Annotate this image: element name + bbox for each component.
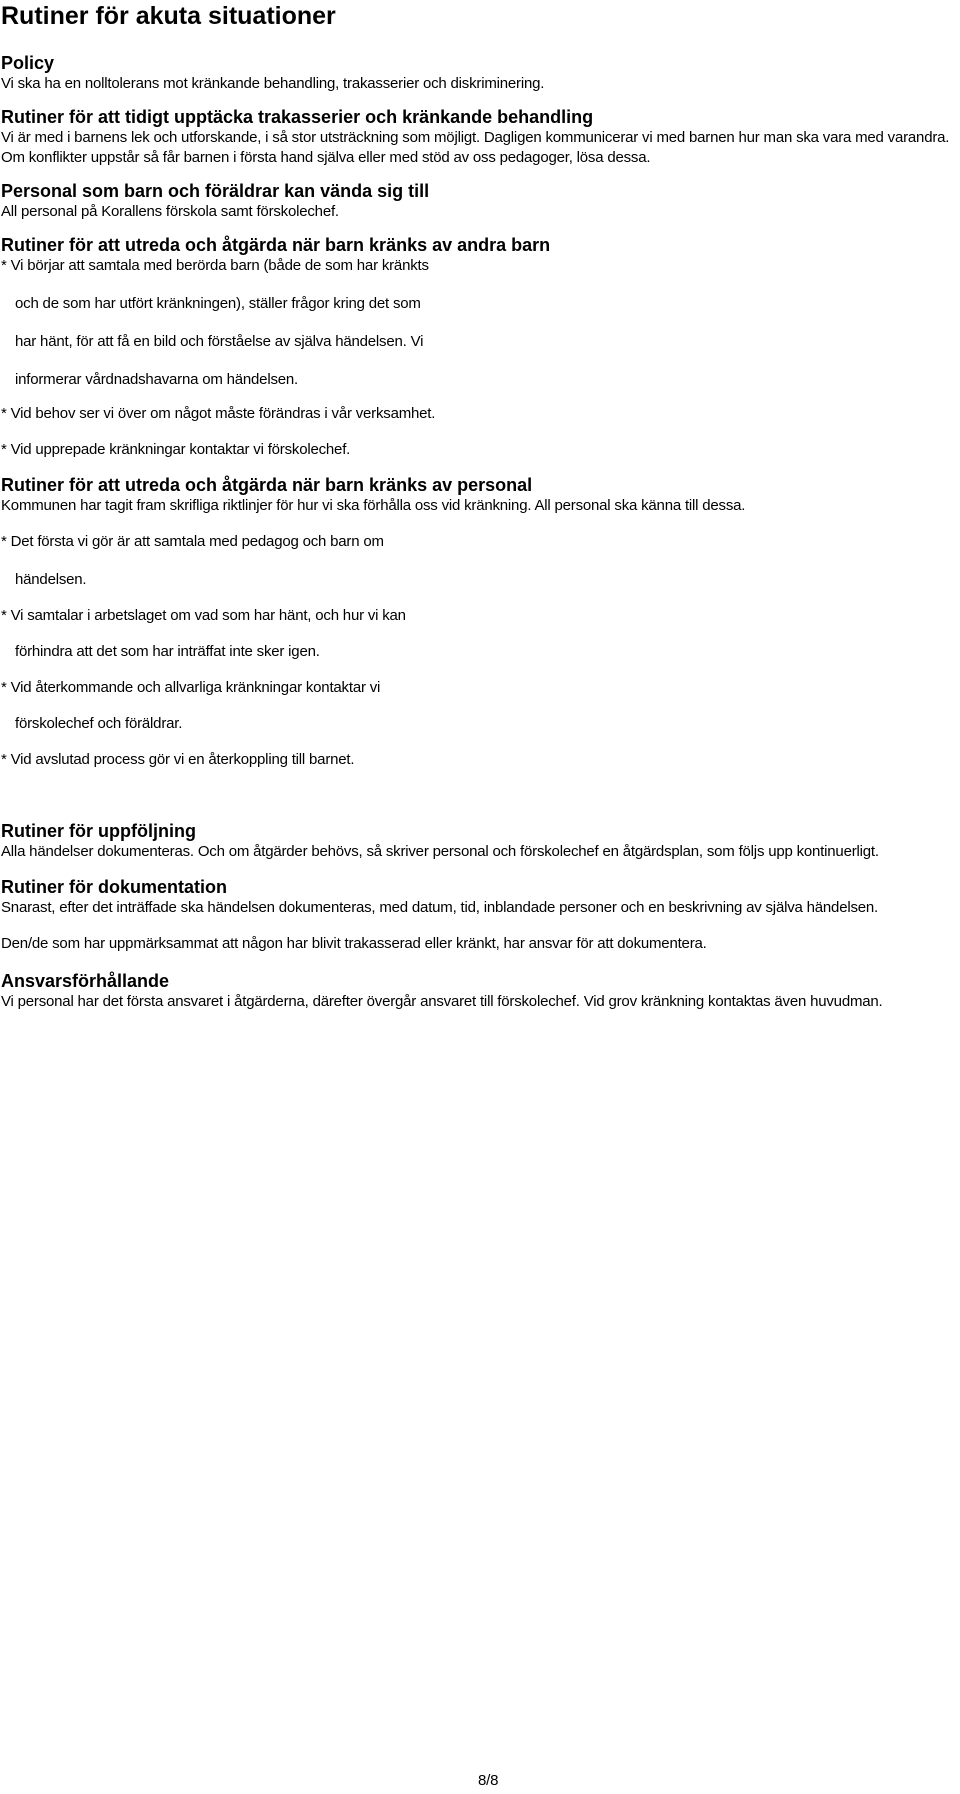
section-heading: Rutiner för dokumentation [1, 877, 227, 897]
list-line: har hänt, för att få en bild och förståelse av själva händelsen. Vi [15, 333, 424, 350]
section-text: Vi är med i barnens lek och utforskande, i så stor utsträckning som möjligt. Dagligen kommunicerar vi med barnen hur man ska vara med varandra. Om konflikter uppstår så får barnen i första hand själva eller med stöd av oss pedagoger, lösa dessa. [1, 129, 950, 166]
section-heading: Rutiner för att tidigt upptäcka trakasserier och kränkande behandling [1, 107, 594, 127]
list-line: och de som har utfört kränkningen), ställer frågor kring det som [15, 295, 421, 312]
page-number: 8/8 [478, 1772, 499, 1789]
list-line: händelsen. [15, 571, 87, 588]
list-line: förhindra att det som har inträffat inte sker igen. [15, 643, 320, 660]
section-responsibility [1, 970, 956, 1012]
section-heading: Personal som barn och föräldrar kan vända sig till [1, 181, 430, 201]
section-follow-up [1, 820, 956, 862]
document-title: Rutiner för akuta situationer [1, 2, 336, 30]
section-text: All personal på Korallens förskola samt förskolechef. [1, 203, 339, 220]
section-heading: Ansvarsförhållande [1, 971, 170, 991]
list-line: * Vid behov ser vi över om något måste förändras i vår verksamhet. [1, 405, 436, 422]
list-line: * Vid avslutad process gör vi en återkoppling till barnet. [1, 751, 355, 768]
section-heading: Rutiner för uppföljning [1, 821, 196, 841]
section-early-detection [1, 106, 956, 168]
section-policy [1, 52, 956, 94]
list-line: * Vid återkommande och allvarliga kränkningar kontaktar vi [1, 679, 381, 696]
section-text: Vi ska ha en nolltolerans mot kränkande behandling, trakasserier och diskriminering. [1, 75, 545, 92]
section-heading: Rutiner för att utreda och åtgärda när barn kränks av personal [1, 475, 533, 495]
section-text: Den/de som har uppmärksammat att någon har blivit trakasserad eller kränkt, har ansvar för att dokumentera. [1, 935, 707, 952]
section-text: Vi personal har det första ansvaret i åtgärderna, därefter övergår ansvaret till förskolechef. Vid grov kränkning kontaktas även huvudman. [1, 993, 883, 1010]
section-heading: Rutiner för att utreda och åtgärda när barn kränks av andra barn [1, 235, 551, 255]
list-line: * Vi börjar att samtala med berörda barn (både de som har kränkts [1, 257, 429, 274]
list-line: * Vid upprepade kränkningar kontaktar vi förskolechef. [1, 441, 351, 458]
section-child-offended-by-children [1, 234, 956, 460]
list-line: * Vi samtalar i arbetslaget om vad som har hänt, och hur vi kan [1, 607, 406, 624]
list-line: informerar vårdnadshavarna om händelsen. [15, 371, 298, 388]
section-text: Alla händelser dokumenteras. Och om åtgärder behövs, så skriver personal och förskolechef en åtgärdsplan, som följs upp kontinuerligt. [1, 843, 879, 860]
section-documentation [1, 876, 956, 954]
list-line: förskolechef och föräldrar. [15, 715, 183, 732]
list-line: * Det första vi gör är att samtala med pedagog och barn om [1, 533, 384, 550]
section-text: Snarast, efter det inträffade ska händelsen dokumenteras, med datum, tid, inblandade personer och en beskrivning av själva händelsen. [1, 899, 879, 916]
section-contacts [1, 180, 956, 222]
section-child-offended-by-staff [1, 474, 956, 770]
section-heading: Policy [1, 53, 55, 73]
section-text: Kommunen har tagit fram skrifliga riktlinjer för hur vi ska förhålla oss vid kränkning. All personal ska känna till dessa. [1, 497, 746, 514]
